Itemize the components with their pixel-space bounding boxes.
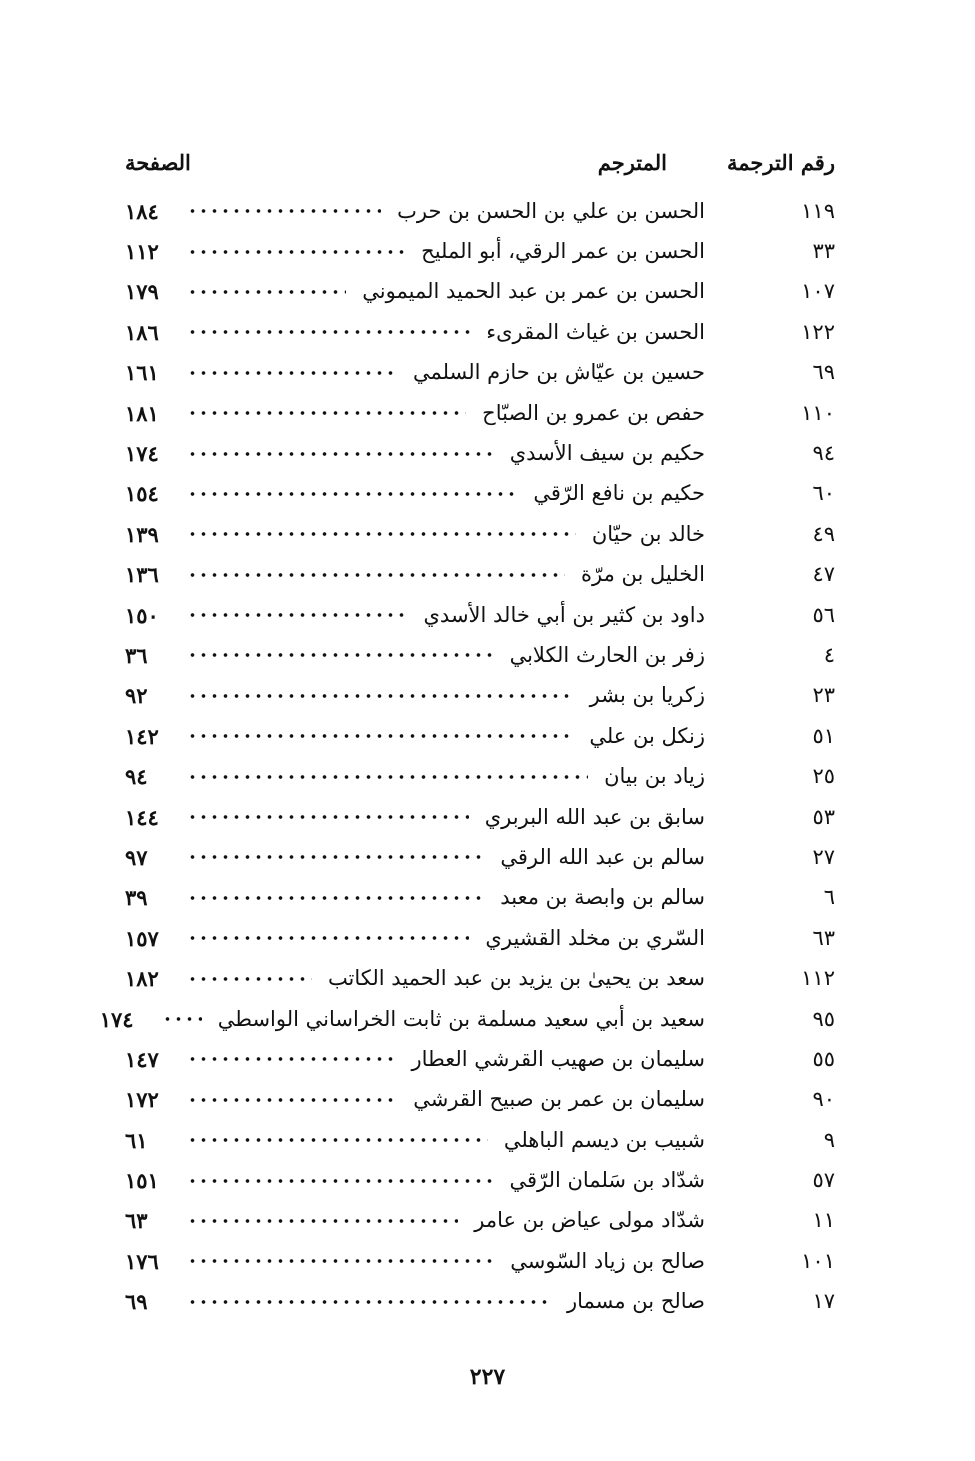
entry-page: ٩٧ <box>125 844 148 870</box>
entry-number: ٢٣ <box>812 683 835 708</box>
entry-number: ٦٩ <box>812 360 835 385</box>
entry-name: خالد بن حيّان <box>591 521 705 546</box>
entry-page: ٩٢ <box>125 683 148 709</box>
dot-leader <box>187 892 484 904</box>
entry-number: ٦٣ <box>812 925 835 950</box>
index-entry <box>99 999 835 1039</box>
index-entry <box>125 1160 835 1200</box>
entry-number: ٦ <box>823 885 835 910</box>
index-entry <box>125 433 835 473</box>
dot-leader <box>187 973 312 985</box>
entry-number: ١٠٧ <box>801 279 835 304</box>
dot-leader <box>187 690 574 702</box>
entry-name: حكيم بن سيف الأسدي <box>509 441 705 466</box>
index-entry <box>125 635 835 675</box>
index-entry <box>125 1282 835 1322</box>
entry-name: زكريا بن بشر <box>589 683 705 708</box>
entry-name: زفر بن الحارث الكلابي <box>509 642 705 667</box>
entry-page: ١٤٤ <box>125 804 159 830</box>
index-entry <box>125 353 835 393</box>
entry-name: الحسن بن عمر بن عبد الحميد الميموني <box>362 279 705 304</box>
entry-name: سالم بن وابصة بن معبد <box>500 885 705 910</box>
dot-leader <box>187 1053 395 1065</box>
entry-page: ٣٦ <box>125 642 148 668</box>
dot-leader <box>187 1134 488 1146</box>
dot-leader <box>187 1175 493 1187</box>
entry-page: ١٨٦ <box>125 319 159 345</box>
entry-page: ٩٤ <box>125 764 148 790</box>
entry-number: ٤ <box>823 642 835 667</box>
entry-page: ١٥٤ <box>125 481 159 507</box>
dot-leader <box>187 609 407 621</box>
entry-page: ١٧٦ <box>125 1248 159 1274</box>
entry-page: ١٦١ <box>125 360 159 386</box>
index-entry <box>125 797 835 837</box>
entry-page: ١١٢ <box>125 239 159 265</box>
entry-number: ١٢٢ <box>801 319 835 344</box>
entry-name: صالح بن زياد السّوسي <box>510 1248 705 1273</box>
entry-page: ١٥٧ <box>125 925 159 951</box>
entry-name: داود بن كثير بن أبي خالد الأسدي <box>423 602 705 627</box>
dot-leader <box>187 326 470 338</box>
dot-leader <box>187 771 588 783</box>
index-entry <box>125 676 835 716</box>
entry-number: ٩٤ <box>812 441 835 466</box>
entry-name: الحسن بن علي بن الحسن بن حرب <box>397 198 705 223</box>
entry-name: شدّاد مولى عياض بن عامر <box>474 1208 705 1233</box>
entry-name: السّري بن مخلد القشيري <box>485 925 705 950</box>
entry-number: ٥٣ <box>812 804 835 829</box>
entry-page: ١٨١ <box>125 400 159 426</box>
dot-leader <box>187 1094 397 1106</box>
entry-number: ٩٥ <box>812 1006 835 1031</box>
entry-page: ١٧٩ <box>125 279 159 305</box>
entry-page: ٣٩ <box>125 885 148 911</box>
entry-page: ١٧٢ <box>125 1087 159 1113</box>
entry-name: سليمان بن صهيب القرشي العطار <box>411 1046 705 1071</box>
dot-leader <box>187 246 405 258</box>
index-entry <box>125 191 835 231</box>
entry-number: ١١٢ <box>801 966 835 991</box>
dot-leader <box>187 528 576 540</box>
header-page: الصفحة <box>125 150 191 175</box>
dot-leader <box>187 1255 494 1267</box>
entry-number: ٥٦ <box>812 602 835 627</box>
entry-number: ٦٠ <box>812 481 835 506</box>
entry-number: ٩ <box>823 1127 835 1152</box>
index-entry <box>125 716 835 756</box>
entry-number: ١١٠ <box>801 400 835 425</box>
index-entry <box>125 231 835 271</box>
entry-page: ١٨٤ <box>125 198 159 224</box>
entry-number: ٣٣ <box>812 239 835 264</box>
index-entry <box>125 1080 835 1120</box>
entry-name: سابق بن عبد الله البربري <box>484 804 705 829</box>
dot-leader <box>187 1215 458 1227</box>
entry-number: ٤٧ <box>812 562 835 587</box>
entry-page: ١٧٤ <box>125 441 159 467</box>
index-entry <box>125 474 835 514</box>
dot-leader <box>187 1296 551 1308</box>
entry-name: الحسن بن غياث المقرىء <box>486 319 705 344</box>
entry-number: ٥١ <box>812 723 835 748</box>
index-entry <box>125 837 835 877</box>
entry-page: ١٧٤ <box>99 1006 134 1032</box>
entry-name: زنكل بن علي <box>589 723 705 748</box>
dot-leader <box>187 811 469 823</box>
entry-number: ١٧ <box>812 1289 835 1314</box>
entry-number: ٥٧ <box>812 1168 835 1193</box>
entry-page: ١٨٢ <box>125 966 159 992</box>
index-entry <box>125 393 835 433</box>
entry-page: ١٤٢ <box>125 723 159 749</box>
dot-leader <box>187 569 565 581</box>
index-entry <box>125 1201 835 1241</box>
entry-number: ٥٥ <box>812 1046 835 1071</box>
index-entry <box>125 958 835 998</box>
entry-page: ١٥٠ <box>125 602 159 628</box>
index-entry <box>125 555 835 595</box>
entry-page: ٦٩ <box>125 1289 148 1315</box>
dot-leader <box>187 407 466 419</box>
table-header <box>125 150 835 184</box>
index-entry <box>125 312 835 352</box>
entry-page: ١٥١ <box>125 1168 159 1194</box>
index-entry <box>125 878 835 918</box>
index-entry <box>125 1241 835 1281</box>
entry-name: صالح بن مسمار <box>566 1289 705 1314</box>
entry-name: سالم بن عبد الله الرقي <box>500 844 705 869</box>
dot-leader <box>187 205 381 217</box>
index-entries-list <box>99 191 835 1322</box>
index-entry <box>125 514 835 554</box>
entry-number: ٢٧ <box>812 844 835 869</box>
dot-leader <box>187 286 346 298</box>
entry-name: سعد بن يحيىٰ بن يزيد بن عبد الحميد الكاتب <box>327 966 705 991</box>
dot-leader <box>187 851 484 863</box>
header-name: المترجم <box>597 150 667 175</box>
entry-number: ٢٥ <box>812 764 835 789</box>
index-entry <box>125 595 835 635</box>
entry-page: ١٤٧ <box>125 1046 159 1072</box>
dot-leader <box>187 448 494 460</box>
entry-name: شدّاد بن سَلمان الرّقي <box>509 1168 705 1193</box>
entry-number: ١١٩ <box>801 198 835 223</box>
entry-name: سليمان بن عمر بن صبيح القرشي <box>413 1087 705 1112</box>
header-entry-number: رقم الترجمة <box>726 150 835 175</box>
entry-page: ٦١ <box>125 1127 148 1153</box>
dot-leader <box>187 730 573 742</box>
dot-leader <box>187 488 517 500</box>
entry-number: ٤٩ <box>812 521 835 546</box>
entry-number: ١١ <box>812 1208 835 1233</box>
dot-leader <box>162 1013 202 1025</box>
entry-name: الحسن بن عمر الرقي، أبو المليح <box>421 239 705 264</box>
entry-page: ٦٣ <box>125 1208 148 1234</box>
page-number: ٢٢٧ <box>469 1364 506 1390</box>
index-entry <box>125 1039 835 1079</box>
entry-page: ١٣٦ <box>125 562 159 588</box>
entry-name: سعيد بن أبي سعيد مسلمة بن ثابت الخراساني الواسطي <box>217 1006 705 1031</box>
entry-page: ١٣٩ <box>125 521 159 547</box>
entry-name: زياد بن بيان <box>604 764 705 789</box>
entry-number: ١٠١ <box>801 1248 835 1273</box>
entry-number: ٩٠ <box>812 1087 835 1112</box>
entry-name: حفص بن عمرو بن الصبّاح <box>482 400 705 425</box>
dot-leader <box>187 649 494 661</box>
index-entry <box>125 1120 835 1160</box>
entry-name: الخليل بن مرّة <box>580 562 705 587</box>
dot-leader <box>187 932 469 944</box>
entry-name: حكيم بن نافع الرّقي <box>533 481 705 506</box>
index-entry <box>125 756 835 796</box>
dot-leader <box>187 367 397 379</box>
entry-name: شبيب بن ديسم الباهلي <box>503 1127 705 1152</box>
index-entry <box>125 272 835 312</box>
index-entry <box>125 918 835 958</box>
entry-name: حسين بن عيّاش بن حازم السلمي <box>412 360 705 385</box>
